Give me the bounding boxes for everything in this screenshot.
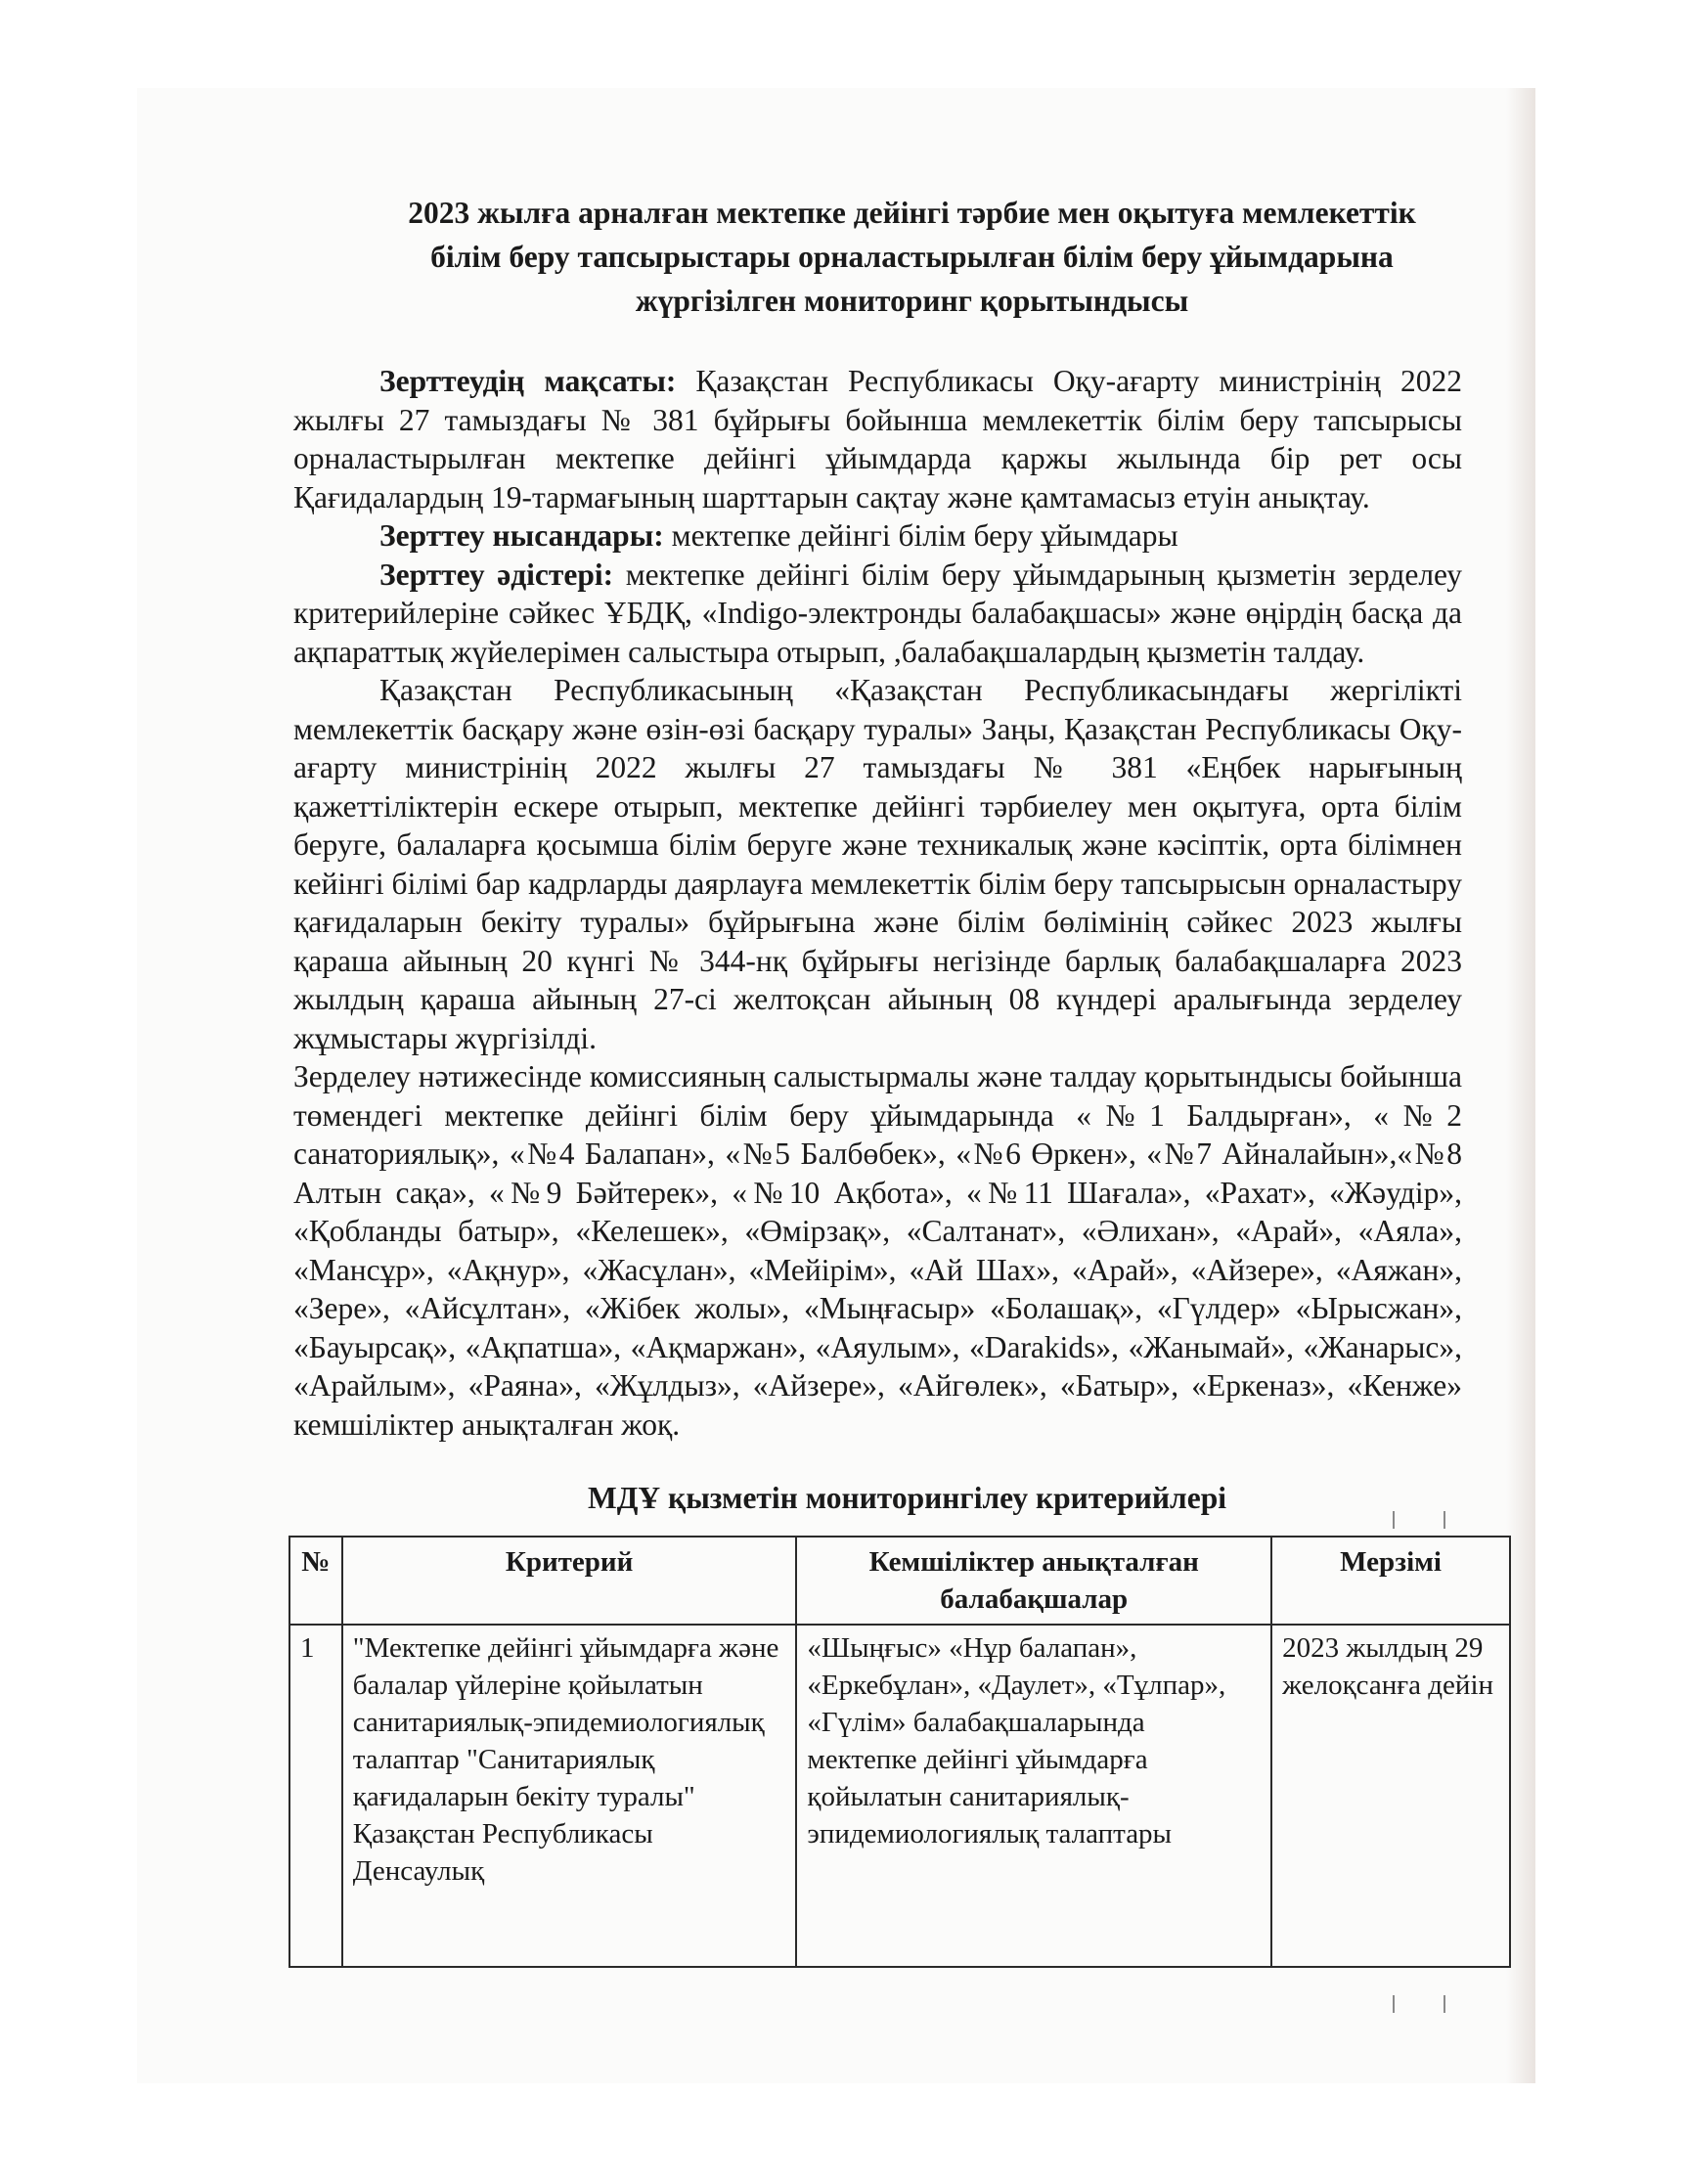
- title-line: жүргізілген мониторинг қорытындысы: [635, 284, 1189, 318]
- scan-mark: [1444, 1995, 1445, 2013]
- methods-label: Зерттеу әдістері:: [379, 557, 614, 592]
- cell-criterion: "Мектепке дейінгі ұйымдарға және балалар үйлеріне қойылатын санитариялық-эпидемиологиялық талаптар "Санитариялық қағидаларын бекіту туралы" Қазақстан Республикасы Денсаулық: [342, 1625, 797, 1967]
- header-criterion: Критерий: [342, 1537, 797, 1625]
- document-title: [362, 191, 1462, 323]
- criteria-table: [289, 1536, 1511, 1968]
- objects-paragraph: [293, 516, 1462, 556]
- header-num: №: [289, 1537, 342, 1625]
- title-line: білім беру тапсырыстары орналастырылған білім беру ұйымдарына: [430, 240, 1394, 274]
- aim-paragraph: [293, 362, 1462, 516]
- objects-text: мектепке дейінгі білім беру ұйымдары: [663, 518, 1178, 553]
- document-body: [293, 191, 1494, 1968]
- header-kindergartens: Кемшіліктер анықталған балабақшалар: [796, 1537, 1271, 1625]
- aim-text: Қазақстан Республикасы Оқу-ағарту министрінің 2022 жылғы 27 тамыздағы № 381 бұйрығы бойынша мемлекеттік білім беру тапсырысы орналастырылған мектепке дейінгі ұйымдарда қаржы жылында бір рет осы Қағидалардың 19-тармағының шарттарын сақтау және қамтамасыз етуін анықтау.: [293, 364, 1462, 514]
- objects-label: Зерттеу нысандары:: [379, 518, 664, 553]
- methods-paragraph: [293, 556, 1462, 672]
- table-row: [289, 1625, 1510, 1967]
- methods-text: мектепке дейінгі білім беру ұйымдарының қызметін зерделеу критерийлеріне сәйкес ҰБДҚ, «Indigo-электронды балабақшасы» және өңірдің басқа да ақпараттық жүйелерімен салыстыра отырып, ,балабақшалардың қызметін талдау.: [293, 557, 1462, 669]
- aim-label: Зерттеудің мақсаты:: [379, 364, 677, 398]
- result-paragraph: Зерделеу нәтижесінде комиссияның салыстырмалы және талдау қорытындысы бойынша төмендегі мектепке дейінгі білім беру ұйымдарында «№1 Балдырған», «№2 санаториялық», «№4 Балапан», «№5 Балбөбек», «№6 Өркен», «№7 Айналайын»,«№8 Алтын сақа», «№9 Бәйтерек», «№10 Ақбота», «№11 Шағала», «Рахат», «Жәудір», «Қобланды батыр», «Келешек», «Өмірзақ», «Салтанат», «Әлихан», «Арай», «Аяла», «Мансұр», «Ақнур», «Жасұлан», «Мейірім», «Ай Шах», «Арай», «Айзере», «Аяжан», «Зере», «Айсұлтан», «Жібек жолы», «Мыңғасыр» «Болашақ», «Гүлдер» «Ырысжан», «Бауырсақ», «Ақпатша», «Ақмаржан», «Аяулым», «Darakids», «Жанымай», «Жанарыс», «Арайлым», «Раяна», «Жұлдыз», «Айзере», «Айгөлек», «Батыр», «Еркеназ», «Кенже» кемшіліктер анықталған жоқ.: [293, 1059, 1462, 1442]
- cell-num: 1: [289, 1625, 342, 1967]
- title-line: 2023 жылға арналған мектепке дейінгі тәрбие мен оқытуға мемлекеттік: [408, 196, 1416, 230]
- header-term: Мерзімі: [1271, 1537, 1510, 1625]
- cell-term: 2023 жылдың 29 желоқсанға дейін: [1271, 1625, 1510, 1967]
- table-header-row: [289, 1537, 1510, 1625]
- cell-kindergartens: «Шыңғыс» «Нұр балапан», «Еркебұлан», «Даулет», «Тұлпар», «Гүлім» балабақшаларында мектепке дейінгі ұйымдарға қойылатын санитариялық-эпидемиологиялық талаптары: [796, 1625, 1271, 1967]
- basis-paragraph: Қазақстан Республикасының «Қазақстан Республикасындағы жергілікті мемлекеттік басқару және өзін-өзі басқару туралы» Заңы, Қазақстан Республикасы Оқу-ағарту министрінің 2022 жылғы 27 тамыздағы № 381 «Еңбек нарығының қажеттіліктерін ескере отырып, мектепке дейінгі тәрбиелеу мен оқытуға, орта білім беруге, балаларға қосымша білім беруге және техникалық және кәсіптік, орта білімнен кейінгі білімі бар кадрларды даярлауға мемлекеттік білім беру тапсырысын орналастыру қағидаларын бекіту туралы» бұйрығына және білім бөлімінің сәйкес 2023 жылғы қараша айының 20 күнгі № 344-нқ бұйрығы негізінде барлық балабақшаларға 2023 жылдың қараша айының 27-сі желтоқсан айының 08 күндері аралығында зерделеу жұмыстары жүргізілді.: [293, 673, 1462, 1055]
- scan-mark: [1393, 1995, 1395, 2013]
- table-title: МДҰ қызметін мониторингілеу критерийлері: [588, 1481, 1226, 1515]
